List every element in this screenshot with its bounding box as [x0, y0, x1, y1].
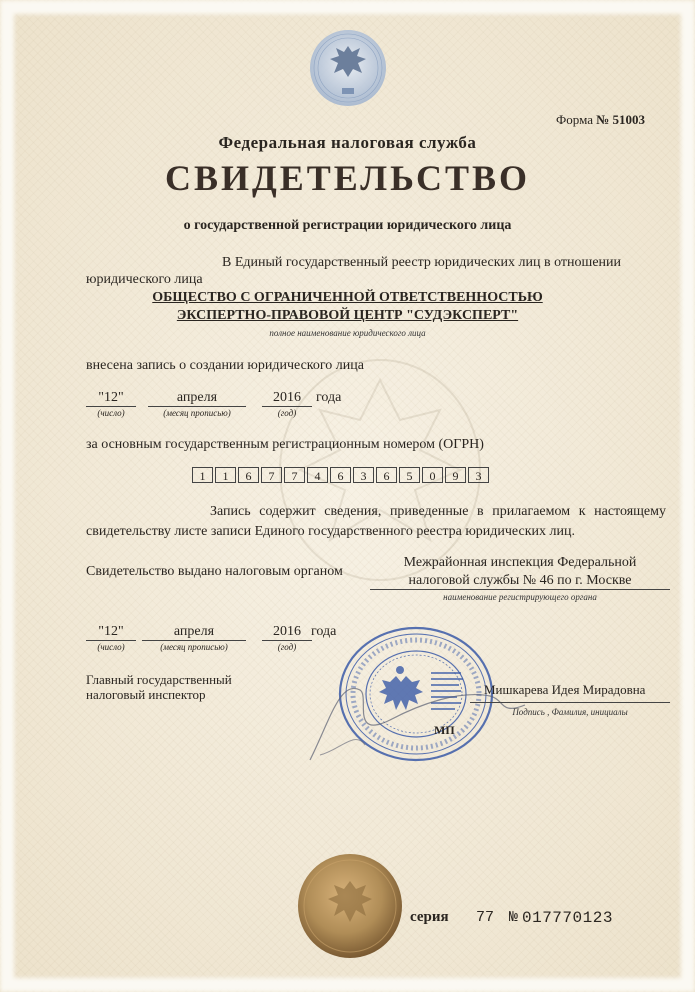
- organization-name-line-1: ОБЩЕСТВО С ОГРАНИЧЕННОЙ ОТВЕТСТВЕННОСТЬЮ: [152, 290, 543, 305]
- background-eagle-watermark: [260, 340, 500, 590]
- form-label: Форма: [556, 112, 593, 127]
- ogrn-digit: 6: [376, 467, 397, 483]
- inspector-title-line-1: Главный государственный: [86, 672, 232, 687]
- ogrn-digit: 9: [445, 467, 466, 483]
- inspector-name: Мишкарева Идея Мирадовна: [484, 682, 646, 697]
- entry-year-suffix: года: [316, 390, 342, 405]
- statement-text: Запись содержит сведения, приведенные в прилагаемом к настоящему свидетельству листе записи Единого государственного реестра юридических лиц.: [86, 504, 666, 539]
- form-number: [556, 112, 645, 128]
- ogrn-digit: 7: [261, 467, 282, 483]
- certificate-title: СВИДЕТЕЛЬСТВО: [164, 158, 531, 198]
- gold-hologram-seal-icon: [297, 853, 403, 959]
- certificate-subtitle: о государственной регистрации юридического лица: [183, 218, 512, 233]
- ogrn-digit: 6: [330, 467, 351, 483]
- ogrn-digit: 1: [192, 467, 213, 483]
- form-number-value: № 51003: [596, 112, 646, 127]
- entry-month: апреля: [148, 390, 246, 407]
- intro-line-1: В Единый государственный реестр юридических лиц в отношении: [222, 255, 622, 270]
- ogrn-label: за основным государственным регистрационным номером (ОГРН): [86, 437, 484, 452]
- issuer-label: Свидетельство выдано налоговым органом: [86, 564, 343, 579]
- organization-name: [0, 289, 695, 325]
- series-value: 77: [476, 909, 495, 926]
- organization-name-line-2: ЭКСПЕРТНО-ПРАВОВОЙ ЦЕНТР "СУДЭКСПЕРТ": [176, 308, 519, 323]
- issue-year-caption: (год): [277, 642, 297, 652]
- ogrn-number: [192, 467, 491, 483]
- entry-year-caption: (год): [277, 408, 297, 418]
- organization-caption: полное наименование юридического лица: [269, 328, 426, 338]
- ogrn-digit: 1: [215, 467, 236, 483]
- stamp-place-label: МП: [434, 723, 455, 737]
- issue-day-caption: (число): [97, 642, 125, 652]
- intro-line-2: юридического лица: [86, 272, 203, 287]
- ogrn-digit: 7: [284, 467, 305, 483]
- signature-line: [470, 702, 670, 703]
- ogrn-digit: 6: [238, 467, 259, 483]
- issue-month-caption: (месяц прописью): [160, 642, 228, 652]
- ogrn-digit: 3: [468, 467, 489, 483]
- issuer-name-line-1: Межрайонная инспекция Федеральной: [403, 555, 637, 570]
- issue-month: апреля: [142, 624, 246, 641]
- entry-year: 2016: [262, 390, 312, 407]
- service-name: Федеральная налоговая служба: [218, 133, 477, 152]
- certificate-number: 017770123: [522, 909, 613, 927]
- entry-day: "12": [86, 390, 136, 407]
- ogrn-digit: 0: [422, 467, 443, 483]
- issuer-name: [370, 554, 670, 590]
- issuer-underline: [370, 589, 670, 590]
- ogrn-digit: 4: [307, 467, 328, 483]
- entry-month-caption: (месяц прописью): [163, 408, 231, 418]
- entry-text: внесена запись о создании юридического лица: [86, 358, 364, 373]
- issuer-name-line-2: налоговой службы № 46 по г. Москве: [408, 573, 632, 588]
- inspector-title-line-2: налоговый инспектор: [86, 687, 206, 702]
- signature-caption: Подпись , Фамилия, инициалы: [512, 707, 628, 717]
- series-label: серия: [410, 909, 449, 925]
- ogrn-digit: 3: [353, 467, 374, 483]
- issuer-caption: наименование регистрирующего органа: [443, 592, 597, 602]
- issue-year-suffix: года: [311, 624, 337, 639]
- inspector-title: [86, 672, 232, 702]
- entry-day-caption: (число): [97, 408, 125, 418]
- issue-year: 2016: [262, 624, 312, 641]
- issue-day: "12": [86, 624, 136, 641]
- ogrn-digit: 5: [399, 467, 420, 483]
- number-sign: №: [509, 909, 519, 926]
- russian-emblem-icon: [308, 28, 388, 108]
